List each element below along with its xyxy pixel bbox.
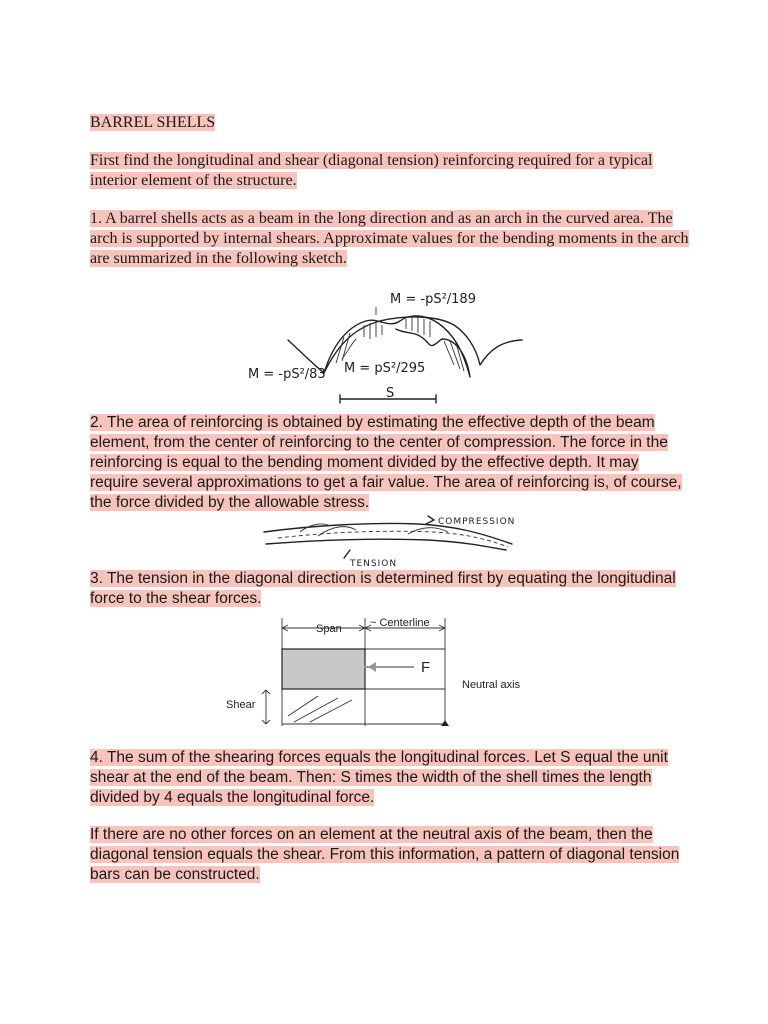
support-triangle (441, 720, 449, 726)
title-text: BARREL SHELLS (90, 114, 216, 131)
paragraph-4-text: 4. The sum of the shearing forces equals the longitudinal forces. Let S equal the unit shear at the end of the beam. Then: S times the width of the shell times the length divided by 4 equals the longitudinal force. (90, 749, 668, 806)
compression-tension-sketch (258, 510, 520, 568)
compression-arrow (426, 516, 434, 524)
paragraph-2 (90, 413, 690, 513)
paragraph-3 (90, 569, 690, 609)
tension-arrow (344, 550, 350, 558)
centerline-label: ~ Centerline (370, 617, 430, 629)
span-shear-diagram (218, 612, 530, 734)
moment-left-label: M = -pS²/83 (248, 367, 326, 382)
intro-text: First find the longitudinal and shear (diagonal tension) reinforcing required for a typical interior element of the structure. (90, 152, 653, 189)
moment-top-label: M = -pS²/189 (390, 292, 476, 307)
arch-moment-sketch (240, 285, 530, 407)
paragraph-5 (90, 825, 690, 885)
force-label: F (421, 659, 431, 676)
paragraph-5-text: If there are no other forces on an element at the neutral axis of the beam, then the diagonal tension equals the shear. From this information, a pattern of diagonal tension bars can be constructed. (90, 826, 680, 883)
shear-dimension (262, 690, 270, 724)
shear-hatching (288, 696, 352, 722)
shear-label: Shear (226, 699, 256, 711)
paragraph-1 (90, 209, 690, 269)
shaded-element (282, 649, 365, 689)
tension-label: TENSION (350, 559, 398, 568)
beam-lower-line (266, 539, 506, 550)
neutral-axis-label: Neutral axis (462, 679, 521, 691)
force-arrow-head (368, 662, 376, 672)
moment-mid-label: M = pS²/295 (344, 361, 426, 376)
intro-paragraph (90, 151, 690, 191)
paragraph-2-text: 2. The area of reinforcing is obtained by estimating the effective depth of the beam element, from the center of reinforcing to the center of compression. The force in the reinforcing is equal to the bending moment divided by the effective depth. It may require several approximations to get a fair value. The area of reinforcing is, of course, the force divided by the allowable stress. (90, 414, 682, 511)
paragraph-1-text: 1. A barrel shells acts as a beam in the long direction and as an arch in the curved area. The arch is supported by internal shears. Approximate values for the bending moments in the arch are summarized in the following sketch. (90, 210, 689, 267)
document-title (90, 113, 690, 133)
paragraph-4 (90, 748, 690, 808)
compression-label: COMPRESSION (438, 517, 516, 527)
paragraph-3-text: 3. The tension in the diagonal direction is determined first by equating the longitudinal force to the shear forces. (90, 570, 676, 607)
span-dim-label: Span (316, 623, 342, 635)
span-label: S (386, 386, 395, 401)
